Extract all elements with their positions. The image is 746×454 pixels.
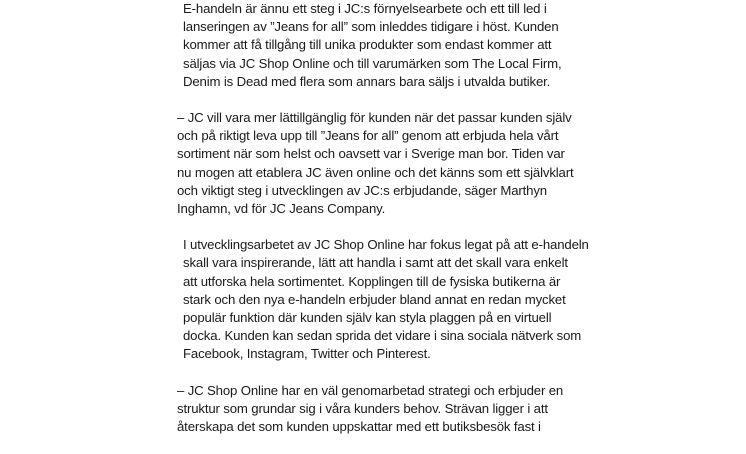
text-line: att utforska hela sortimentet. Kopplingen till de fysiska butikerna är [183,273,561,289]
text-line: kommer att få tillgång till unika produkter som endast kommer att [183,37,552,53]
text-line: I utvecklingsarbetet av JC Shop Online har fokus legat på att e-handeln [183,237,589,253]
article-body [177,0,653,454]
text-line: struktur som grundar sig i våra kunders behov. Strävan ligger i att [177,400,548,416]
text-line: – JC vill vara mer lättillgänglig för kunden när det passar kunden själv [177,110,572,126]
text-line: populär funktion där kunden själv kan styla plaggen på en virtuell [183,310,552,326]
text-line: lanseringen av ”Jeans for all” som inleddes tidigare i höst. Kunden [183,19,559,35]
text-line: E-handeln är ännu ett steg i JC:s förnyelsearbete och ett till led i [183,1,547,16]
text-line: Denim is Dead med flera som annars bara säljs i utvalda butiker. [183,73,551,89]
paragraph-quote-strategy [177,382,653,437]
text-line: Facebook, Instagram, Twitter och Pinterest. [183,346,431,362]
text-line: stark och den nya e-handeln erbjuder bland annat en redan mycket [183,291,566,307]
paragraph-development [183,236,653,363]
text-line: nu mogen att etablera JC även online och det känns som ett självklart [177,164,574,180]
text-line: Inghamn, vd för JC Jeans Company. [177,201,386,217]
text-line: säljas via JC Shop Online och till varumärken som The Local Firm, [183,55,562,71]
text-line: sortiment när som helst och oavsett var i Sverige man bor. Tiden var [177,146,565,162]
text-line: och på riktigt leva upp till ”Jeans for all” genom att erbjuda hela vårt [177,128,559,144]
text-line: och viktigt steg i utvecklingen av JC:s erbjudande, säger Marthyn [177,182,547,198]
paragraph-intro [183,0,653,91]
text-line: docka. Kunden kan sedan sprida det vidare i sina sociala nätverk som [183,328,582,344]
text-line: skall vara inspirerande, lätt att handla i samt att det skall vara enkelt [183,255,568,271]
text-line: återskapa det som kunden uppskattar med ett butiksbesök fast i [177,419,541,435]
text-line: – JC Shop Online har en väl genomarbetad strategi och erbjuder en [177,382,564,398]
paragraph-quote-ceo [177,109,653,218]
